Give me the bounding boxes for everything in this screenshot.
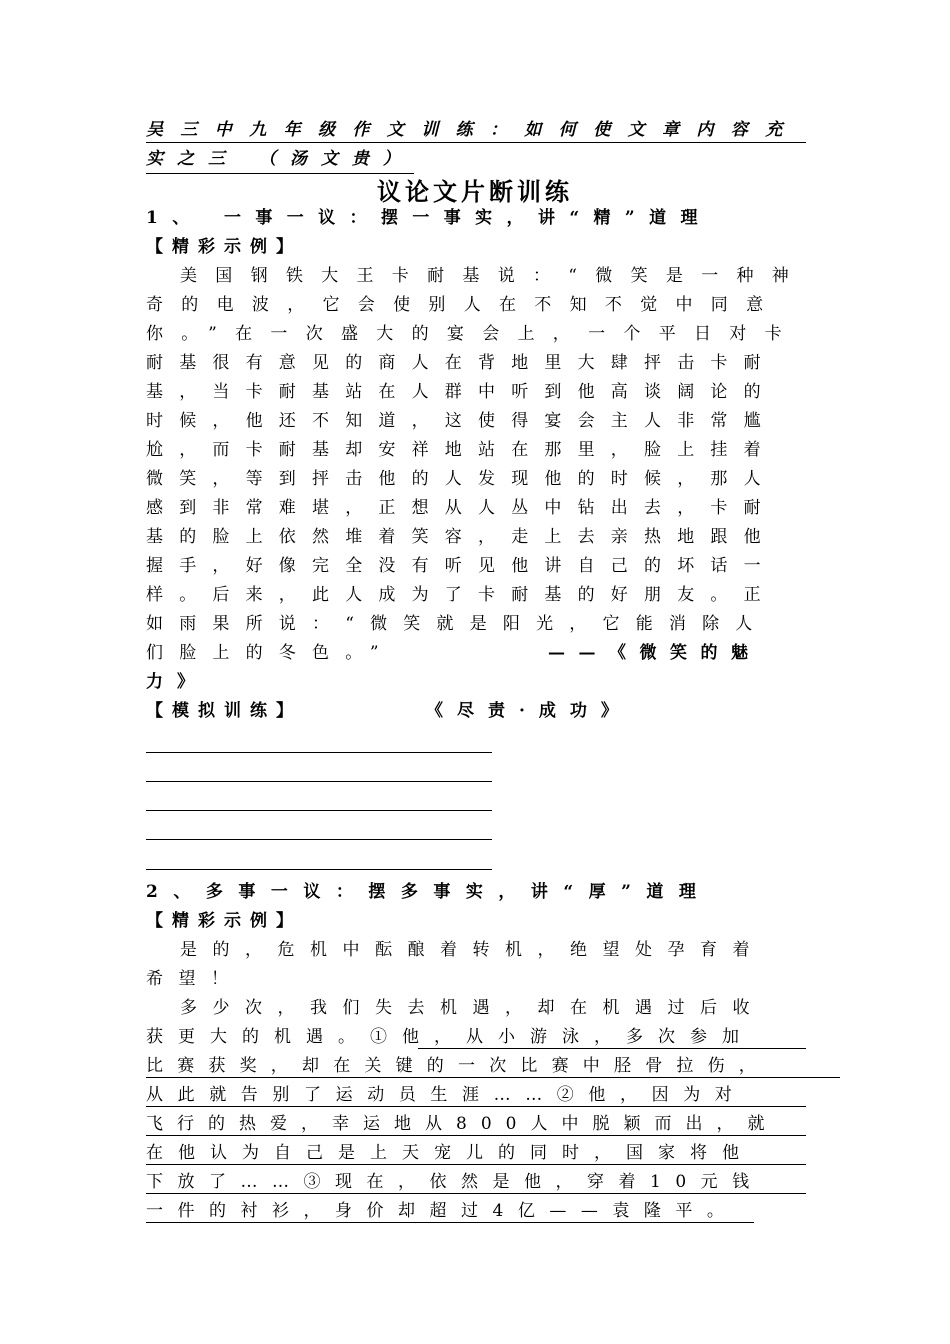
- s1-p-text-6: 时候，他还不知道，这使得宴会主人非常尴: [146, 411, 777, 431]
- header-line-2: [146, 145, 446, 173]
- writing-line-3[interactable]: [146, 810, 492, 811]
- s1-source-line: [548, 639, 806, 667]
- underline-2-4: [418, 1048, 806, 1049]
- underline-2-9: [146, 1193, 806, 1194]
- page-title: 议论文片断训练: [377, 177, 573, 206]
- s1-p-line-16: [146, 668, 806, 696]
- s1-p-line-12: [146, 581, 806, 609]
- s2-text-6: 从此就告别了运动员生涯……②他，因为对: [146, 1085, 747, 1105]
- s2-line-3: [180, 994, 806, 1022]
- section1-practice-title: [426, 697, 686, 725]
- header-text-2: 实之三 （汤文贵）: [146, 145, 414, 174]
- s1-p-text-7: 尬，而卡耐基却安祥地站在那里，脸上挂着: [146, 440, 777, 460]
- section1-heading: [146, 204, 806, 232]
- s1-p-text-11: 握手，好像完全没有听见他讲自己的坏话一: [146, 556, 777, 576]
- s1-p-line-7: [146, 436, 806, 464]
- s1-p-text-8: 微笑，等到抨击他的人发现他的时候，那人: [146, 469, 777, 489]
- s2-line-9: [146, 1168, 806, 1196]
- s1-p-text-14: 们脸上的冬色。”: [146, 643, 395, 663]
- writing-line-1[interactable]: [146, 752, 492, 753]
- s1-p-line-11: [146, 552, 806, 580]
- underline-2-7: [146, 1135, 806, 1136]
- s1-p-line-8: [146, 465, 806, 493]
- s1-p-text-3: 你。”在一次盛大的宴会上，一个平日对卡: [146, 324, 800, 344]
- writing-line-4[interactable]: [146, 839, 492, 840]
- underline-2-6: [146, 1106, 806, 1107]
- s2-line-6: [146, 1081, 806, 1109]
- s2-text-7: 飞行的热爱，幸运地从800人中脱颖而出，就: [146, 1114, 779, 1134]
- s1-p-text-2: 奇的电波，它会使别人在不知不觉中同意: [146, 295, 782, 315]
- section1-example-label-text: 【精彩示例】: [146, 237, 302, 257]
- s1-p-line-4: [146, 349, 806, 377]
- s1-p-text-9: 感到非常难堪，正想从人丛中钻出去，卡耐: [146, 498, 777, 518]
- writing-line-2[interactable]: [146, 781, 492, 782]
- s1-p-text-13: 如雨果所说：“微笑就是阳光，它能消除人: [146, 614, 769, 634]
- s2-text-9: 下放了……③现在，依然是他，穿着10元钱: [146, 1172, 764, 1192]
- s2-text-3: 多少次，我们失去机遇，却在机遇过后收: [180, 998, 765, 1018]
- s1-p-text-16: 力》: [146, 672, 208, 692]
- s2-text-1: 是的，危机中酝酿着转机，绝望处孕育着: [180, 940, 765, 960]
- s2-line-2: [146, 965, 806, 993]
- s1-p-text-1: 美国钢铁大王卡耐基说：“微笑是一种神: [180, 266, 808, 286]
- section2-example-label-text: 【精彩示例】: [146, 911, 302, 931]
- s2-text-4: 获更大的机遇。①他，从小游泳，多次参加: [146, 1027, 754, 1047]
- s1-p-line-9: [146, 494, 806, 522]
- underline-2-5: [146, 1077, 840, 1078]
- s1-p-line-5: [146, 378, 806, 406]
- underline-2-8: [146, 1164, 806, 1165]
- section1-practice-label: [146, 697, 346, 725]
- writing-line-5[interactable]: [146, 869, 492, 870]
- s1-p-text-10: 基的脸上依然堆着笑容，走上去亲热地跟他: [146, 527, 777, 547]
- s2-text-10: 一件的衬衫，身价却超过4亿——袁隆平。: [146, 1201, 739, 1221]
- section1-practice-label-text: 【模拟训练】: [146, 701, 302, 721]
- s1-p-line-6: [146, 407, 806, 435]
- s1-p-text-4: 耐基很有意见的商人在背地里大肆抨击卡耐: [146, 353, 777, 373]
- s2-line-1: [180, 936, 806, 964]
- s1-p-line-10: [146, 523, 806, 551]
- s2-line-8: [146, 1139, 806, 1167]
- s2-text-5: 比赛获奖，却在关键的一次比赛中胫骨拉伤，: [146, 1056, 770, 1076]
- s2-text-8: 在他认为自己是上天宠儿的同时，国家将他: [146, 1143, 754, 1163]
- header-text-1: 吴三中九年级作文训练：如何使文章内容充: [146, 120, 800, 140]
- s1-p-line-3: [146, 320, 806, 348]
- s1-p-line-14: [146, 639, 466, 667]
- section2-heading: [146, 878, 806, 906]
- s2-line-10: [146, 1197, 806, 1225]
- s1-p-line-13: [146, 610, 806, 638]
- s2-text-2: 希望！: [146, 969, 244, 989]
- s1-p-text-12: 样。后来，此人成为了卡耐基的好朋友。正: [146, 585, 777, 605]
- section2-heading-text: 2、多事一议：摆多事实，讲“厚”道理: [146, 882, 712, 902]
- s1-p-text-5: 基，当卡耐基站在人群中听到他高谈阔论的: [146, 382, 777, 402]
- section1-practice-title-text: 《尽责·成功》: [426, 701, 632, 721]
- s1-p-line-1: [180, 262, 806, 290]
- s2-line-7: [146, 1110, 806, 1138]
- section1-example-label: [146, 233, 806, 261]
- s2-line-4: [146, 1023, 806, 1051]
- underline-2-10: [146, 1222, 754, 1223]
- s1-source-text: ——《微笑的魅: [548, 643, 762, 663]
- s2-line-5: [146, 1052, 836, 1080]
- header-line-1: [146, 116, 806, 143]
- section1-heading-text: 1、 一事一议：摆一事实，讲“精”道理: [146, 208, 712, 228]
- section2-example-label: [146, 907, 806, 935]
- s1-p-line-2: [146, 291, 806, 319]
